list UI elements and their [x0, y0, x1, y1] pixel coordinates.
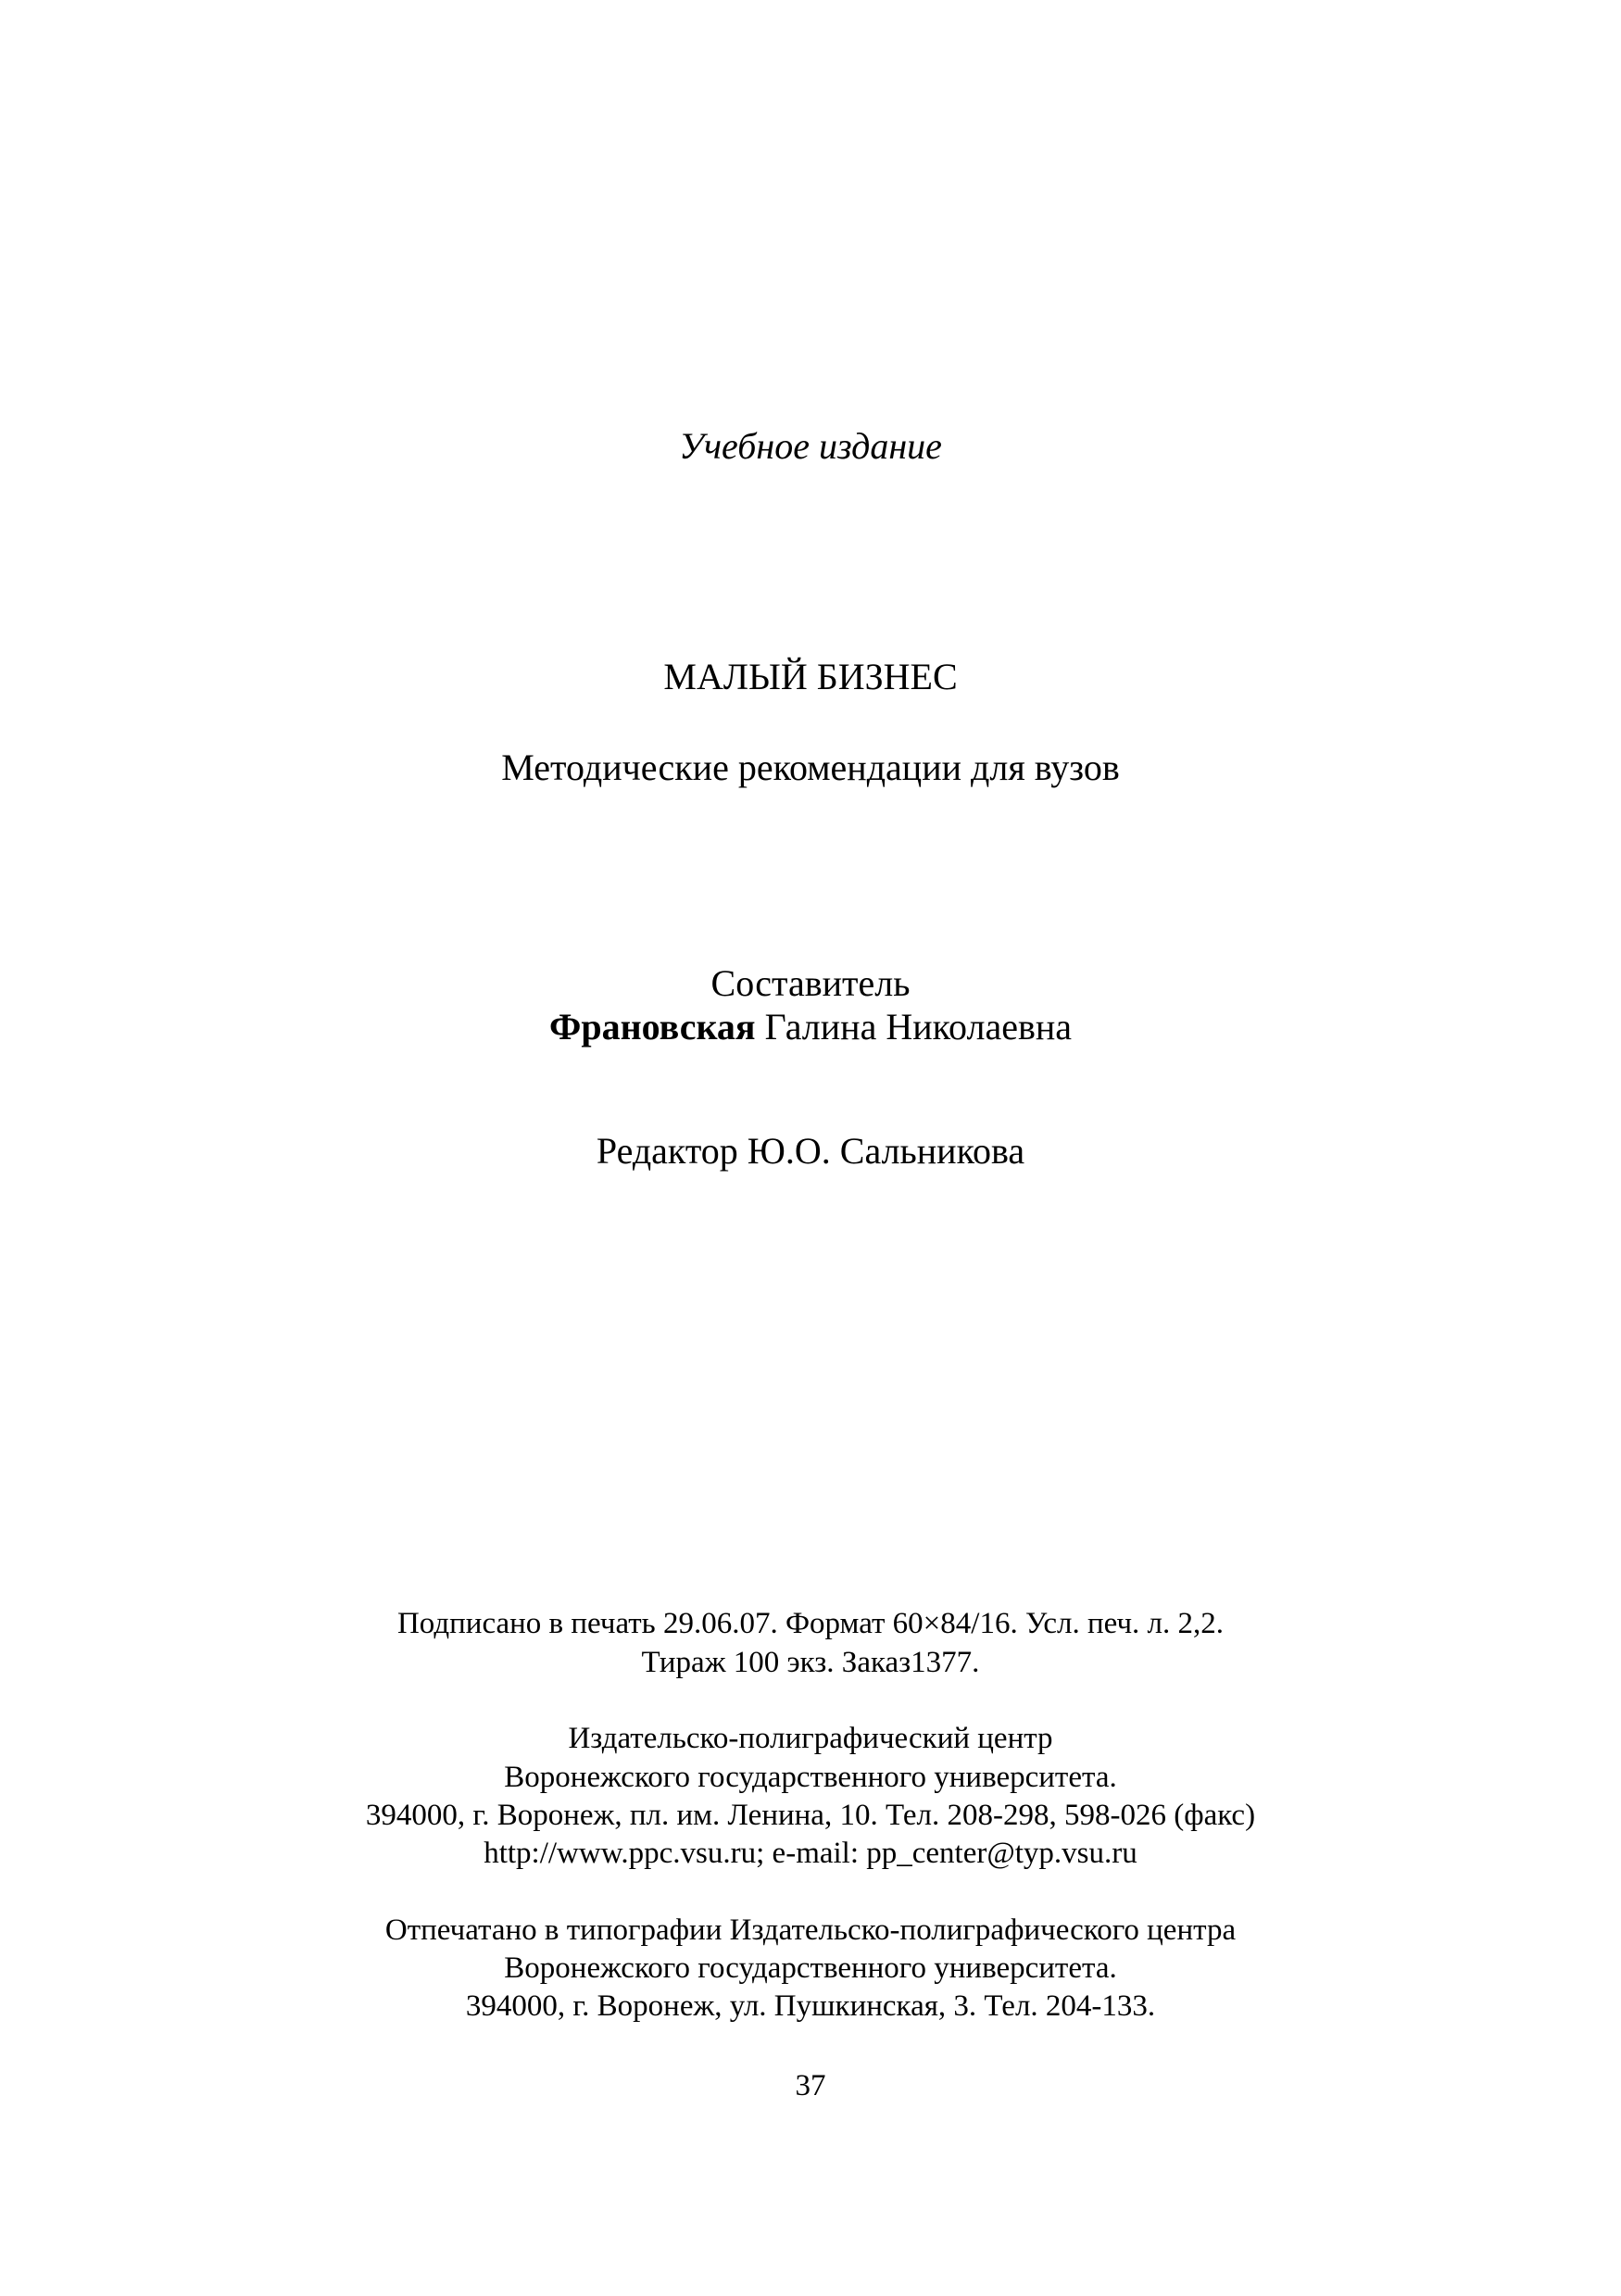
- compiler-given-names: Галина Николаевна: [764, 1006, 1073, 1048]
- printer-line: Воронежского государственного университета.: [504, 1951, 1117, 1985]
- printer-line: 394000, г. Воронеж, ул. Пушкинская, 3. Тел. 204-133.: [465, 1989, 1156, 2023]
- publisher-line: 394000, г. Воронеж, пл. им. Ленина, 10. Тел. 208-298, 598-026 (факс): [365, 1799, 1256, 1832]
- publisher-line: http://www.ppc.vsu.ru; e-mail: pp_center@typ.vsu.ru: [484, 1837, 1137, 1870]
- print-info-line: Тираж 100 экз. Заказ1377.: [641, 1646, 980, 1679]
- editor-credit: Редактор Ю.О. Сальникова: [596, 1130, 1025, 1172]
- publisher-line: Воронежского государственного университета.: [504, 1761, 1117, 1794]
- publisher-line: Издательско-полиграфический центр: [568, 1722, 1053, 1755]
- compiler-surname: Франовская: [548, 1006, 756, 1048]
- page-number: 37: [795, 2069, 826, 2102]
- compiler-label: Составитель: [710, 962, 911, 1004]
- compiler-name: [0, 1005, 1621, 1048]
- print-info-line: Подписано в печать 29.06.07. Формат 60×84/16. Усл. печ. л. 2,2.: [396, 1607, 1225, 1640]
- edition-type: Учебное издание: [679, 425, 942, 467]
- book-subtitle: Методические рекомендации для вузов: [501, 747, 1120, 788]
- printer-line: Отпечатано в типографии Издательско-полиграфического центра: [384, 1913, 1237, 1947]
- book-title: МАЛЫЙ БИЗНЕС: [663, 656, 958, 697]
